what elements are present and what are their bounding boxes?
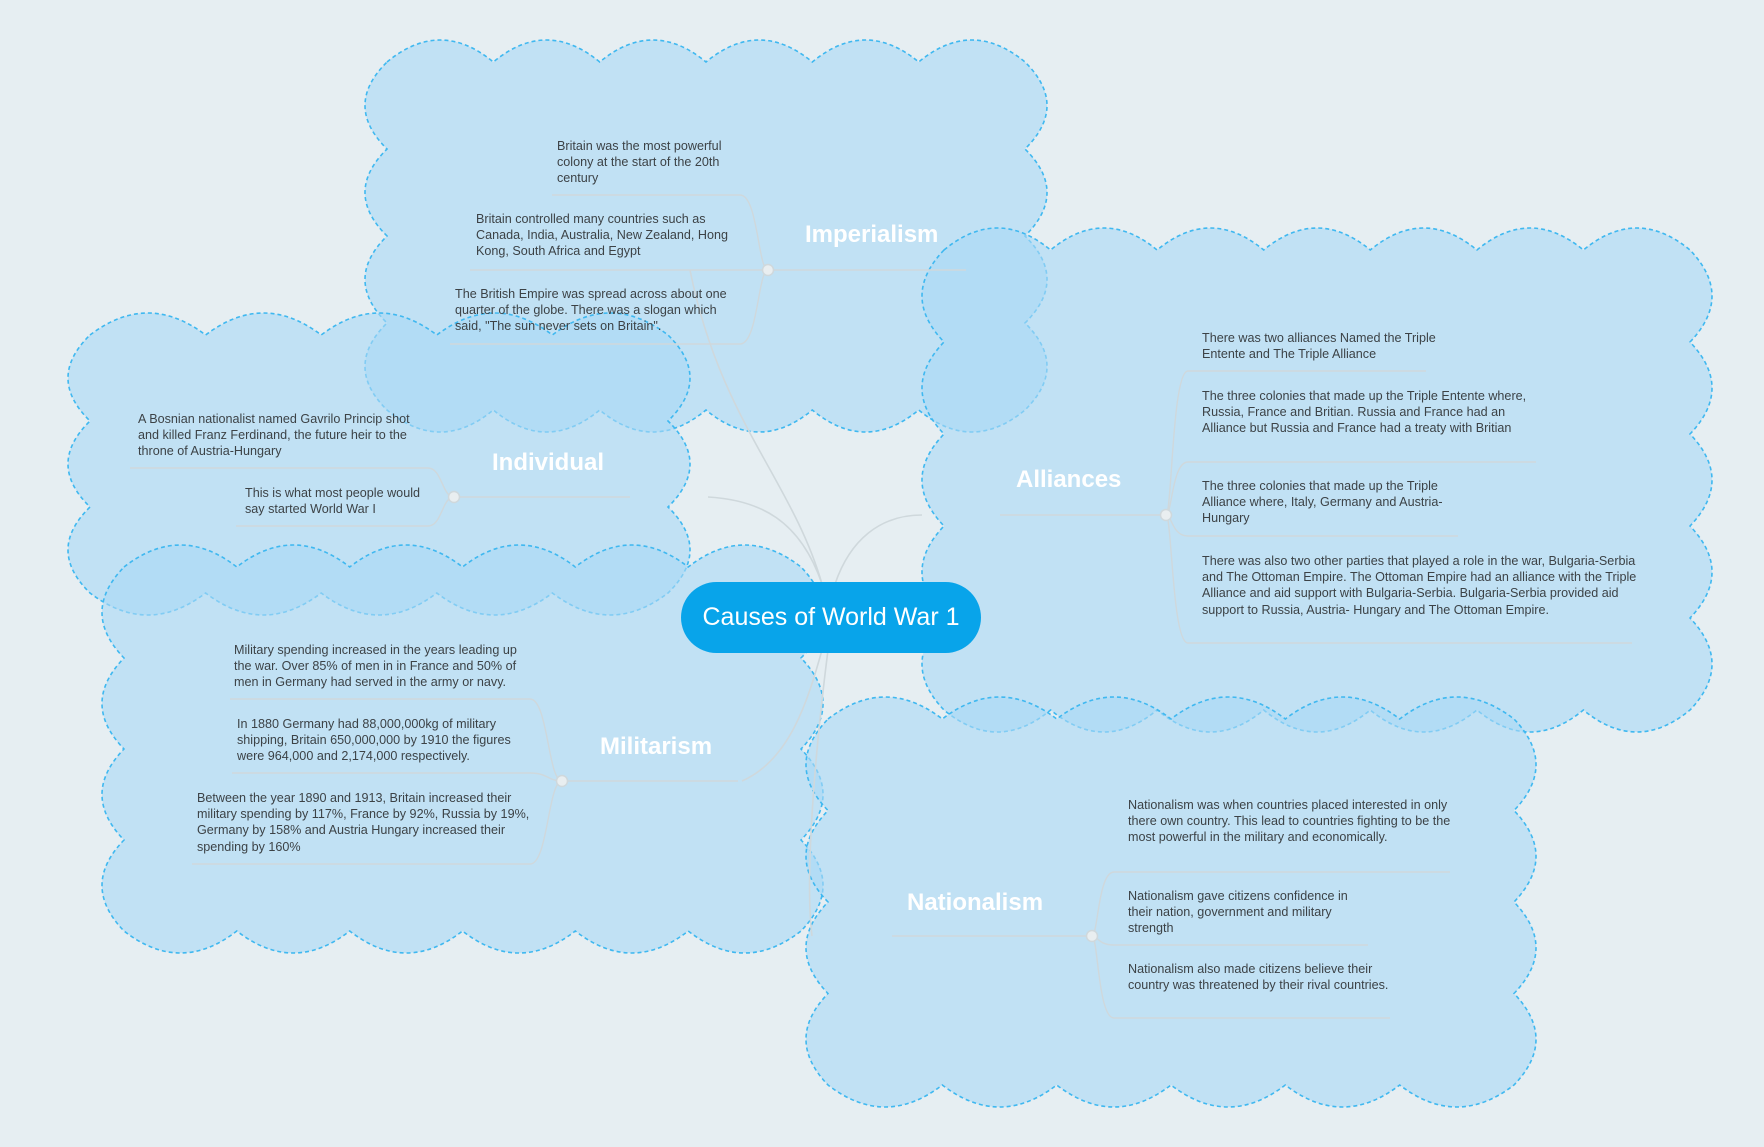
leaf-militarism-1[interactable]: Military spending increased in the years leading up the war. Over 85% of men in in France and 50% of men in Germany had served in the army or navy. — [234, 643, 517, 690]
leaf-imperialism-3[interactable]: The British Empire was spread across about one quarter of the globe. There was a slogan which said, "The sun never sets on Britain". — [455, 287, 727, 334]
branch-nationalism — [810, 650, 828, 936]
branch-militarism — [742, 650, 822, 781]
leaf-nationalism-1[interactable]: Nationalism was when countries placed interested in only there own country. This lead to countries fighting to be the most powerful in the military and economically. — [1128, 798, 1451, 845]
topic-nationalism[interactable]: Nationalism — [907, 889, 1044, 916]
militarism-leaf-connector — [232, 773, 562, 781]
leaf-imperialism-2[interactable]: Britain controlled many countries such as Canada, India, Australia, New Zealand, Hong Kong, South Africa and Egypt — [476, 212, 729, 259]
imperialism-node-dot[interactable] — [763, 265, 774, 276]
leaf-alliances-3[interactable]: The three colonies that made up the Triple Alliance where, Italy, Germany and Austria-Hungary — [1202, 479, 1443, 526]
leaf-alliances-4[interactable]: There was also two other parties that played a role in the war, Bulgaria-Serbia and The Ottoman Empire. The Ottoman Empire had an alliance with the Triple Alliance and aid support with Bulgaria-Serbia. Bulgaria-Serbia provided aid support to Russia, Austria- Hungary and The Ottoman Empire. — [1202, 554, 1637, 617]
leaf-militarism-3[interactable]: Between the year 1890 and 1913, Britain increased their military spending by 117%, France by 92%, Russia by 19%, Germany by 158% and Austria Hungary increased their spending by 160% — [197, 791, 530, 854]
topic-militarism[interactable]: Militarism — [600, 733, 713, 760]
nationalism-leaf-connector — [1092, 936, 1368, 945]
leaf-alliances-1[interactable]: There was two alliances Named the Triple Entente and The Triple Alliance — [1202, 331, 1436, 362]
leaf-nationalism-2[interactable]: Nationalism gave citizens confidence in their nation, government and military strength — [1128, 889, 1348, 936]
branch-alliances — [835, 515, 922, 584]
leaf-individual-1[interactable]: A Bosnian nationalist named Gavrilo Princip shot and killed Franz Ferdinand, the future heir to the throne of Austria-Hungary — [138, 412, 410, 459]
militarism-node-dot[interactable] — [557, 776, 568, 787]
alliances-node-dot[interactable] — [1161, 510, 1172, 521]
leaf-individual-2[interactable]: This is what most people would say started World War I — [245, 486, 420, 517]
leaf-militarism-2[interactable]: In 1880 Germany had 88,000,000kg of military shipping, Britain 650,000,000 by 1910 the figures were 964,000 and 2,174,000 respectively. — [237, 717, 511, 764]
individual-node-dot[interactable] — [449, 492, 460, 503]
branch-individual — [708, 497, 822, 584]
nationalism-node-dot[interactable] — [1087, 931, 1098, 942]
leaf-alliances-2[interactable]: The three colonies that made up the Triple Entente where, Russia, France and Britian. Russia and France had an Alliance but Russia and France had a treaty with Britian — [1202, 389, 1527, 436]
topic-alliances[interactable]: Alliances — [1016, 466, 1122, 493]
leaf-imperialism-1[interactable]: Britain was the most powerful colony at the start of the 20th century — [557, 139, 722, 186]
topic-imperialism[interactable]: Imperialism — [805, 221, 939, 248]
leaf-nationalism-3[interactable]: Nationalism also made citizens believe their country was threatened by their rival countries. — [1128, 962, 1389, 993]
central-topic[interactable] — [681, 582, 981, 653]
topic-individual[interactable]: Individual — [492, 449, 605, 476]
central-topic-label: Causes of World War 1 — [702, 603, 960, 631]
